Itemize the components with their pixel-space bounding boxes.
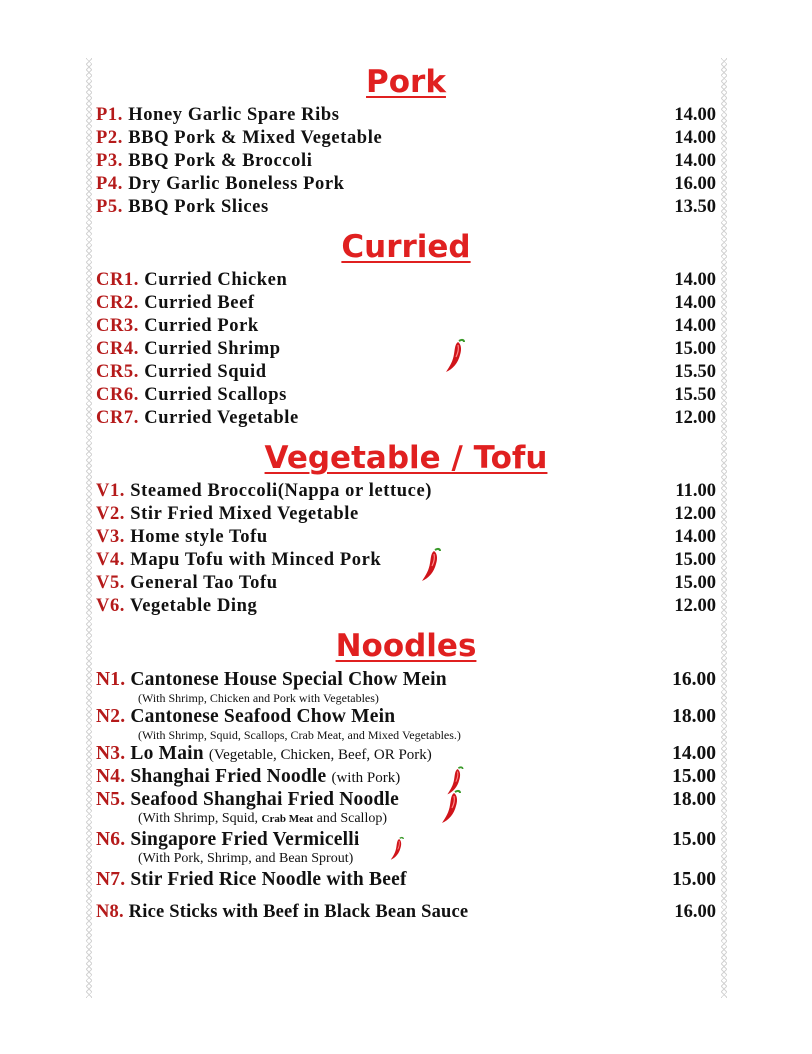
menu-item [96,765,716,788]
menu-item [96,361,716,384]
menu-item [96,480,716,503]
item-inline-note: (Vegetable, Chicken, Beef, OR Pork) [208,747,432,763]
item-price: 16.00 [672,669,716,690]
menu-item [96,901,716,924]
item-price: 14.00 [674,270,716,290]
left-decorative-border [86,58,92,998]
menu-item [96,292,716,315]
menu-item [96,150,716,173]
menu-item [96,196,716,219]
item-note-bold: Crab Meat [261,813,314,825]
item-name: Dry Garlic Boneless Pork [128,174,345,194]
item-code: N1. [96,669,126,690]
item-name: Curried Pork [144,316,259,336]
item-price: 15.50 [674,385,716,405]
item-code: V6. [96,596,126,616]
item-name: Lo Main [130,743,204,764]
item-name: Curried Chicken [144,270,288,290]
item-code: N2. [96,706,126,727]
item-price: 18.00 [672,706,716,727]
item-name: BBQ Pork Slices [128,197,269,217]
item-note [96,811,716,828]
item-price: 14.00 [674,151,716,171]
item-name: Steamed Broccoli(Nappa or lettuce) [130,481,433,501]
item-price: 15.00 [672,829,716,850]
menu-item [96,526,716,549]
menu-item [96,173,716,196]
item-name: General Tao Tofu [130,573,278,593]
menu-item [96,503,716,526]
menu-item [96,788,716,811]
item-name: Cantonese Seafood Chow Mein [130,706,396,727]
menu-item [96,868,716,891]
item-code: CR4. [96,339,139,359]
item-price: 12.00 [674,504,716,524]
section-title-pork: Pork [366,64,446,100]
item-code: CR5. [96,362,139,382]
item-price: 12.00 [674,408,716,428]
item-name: Vegetable Ding [129,596,258,616]
item-name: Curried Scallops [144,385,287,405]
item-code: N7. [96,869,126,890]
item-code: N5. [96,789,126,810]
item-name: Curried Squid [144,362,267,382]
item-inline-note: (with Pork) [331,770,401,786]
item-name: Cantonese House Special Chow Mein [130,669,447,690]
item-name: Honey Garlic Spare Ribs [128,105,340,125]
item-name: BBQ Pork & Broccoli [128,151,313,171]
item-price: 14.00 [674,293,716,313]
menu-item [96,407,716,430]
item-price: 14.00 [674,527,716,547]
item-note: (With Shrimp, Squid, Scallops, Crab Meat, and Mixed Vegetables.) [138,728,461,742]
chili-pepper-icon [388,832,406,864]
item-code: CR3. [96,316,139,336]
section-curried [96,225,716,430]
menu-item [96,549,716,572]
item-name: Seafood Shanghai Fried Noodle [130,789,399,810]
item-price: 16.00 [674,174,716,194]
item-code: N8. [96,902,124,922]
menu-item [96,269,716,292]
chili-pepper-icon [418,544,444,584]
menu-item [96,668,716,691]
section-title-vegetable-tofu: Vegetable / Tofu [264,440,548,476]
item-note: (With Shrimp, Chicken and Pork with Vegetables) [138,691,379,705]
menu-item [96,595,716,618]
section-vegetable-tofu [96,436,716,618]
item-name: Stir Fried Rice Noodle with Beef [130,869,407,890]
item-price: 15.00 [674,573,716,593]
section-title-curried: Curried [341,229,471,265]
item-name: Curried Shrimp [144,339,281,359]
menu-item [96,338,716,361]
item-note: (With Pork, Shrimp, and Bean Sprout) [138,851,354,866]
item-price: 14.00 [674,128,716,148]
item-code: P4. [96,174,123,194]
item-code: P2. [96,128,123,148]
item-name: Singapore Fried Vermicelli [130,829,360,850]
item-code: V3. [96,527,126,547]
item-code: CR2. [96,293,139,313]
item-code: CR6. [96,385,139,405]
item-note-part: (With Shrimp, Squid, [138,811,258,826]
item-price: 13.50 [674,197,716,217]
item-name: Curried Vegetable [144,408,299,428]
menu-item [96,572,716,595]
item-code: CR7. [96,408,139,428]
item-name: Rice Sticks with Beef in Black Bean Sauce [128,902,469,922]
item-name: Mapu Tofu with Minced Pork [130,550,382,570]
item-price: 16.00 [674,902,716,922]
menu-item [96,104,716,127]
item-code: P1. [96,105,123,125]
item-price: 14.00 [674,316,716,336]
right-decorative-border [721,58,727,998]
menu-item [96,127,716,150]
item-price: 15.50 [674,362,716,382]
chili-pepper-icon [438,786,464,826]
section-pork [96,60,716,219]
section-title-noodles: Noodles [335,628,477,664]
item-name: Curried Beef [144,293,255,313]
menu-item [96,828,716,851]
item-code: P3. [96,151,123,171]
item-price: 15.00 [672,869,716,890]
item-price: 15.00 [674,550,716,570]
item-price: 14.00 [674,105,716,125]
item-code: V5. [96,573,126,593]
item-code: V1. [96,481,126,501]
chili-pepper-icon [442,335,468,375]
item-code: V4. [96,550,126,570]
item-price: 12.00 [674,596,716,616]
item-price: 11.00 [675,481,716,501]
item-code: N4. [96,766,126,787]
item-code: P5. [96,197,123,217]
menu-item [96,384,716,407]
item-code: N3. [96,743,126,764]
menu-page [96,60,716,924]
item-price: 14.00 [672,743,716,764]
item-name: Stir Fried Mixed Vegetable [130,504,359,524]
item-code: V2. [96,504,126,524]
item-name: Home style Tofu [130,527,268,547]
item-price: 18.00 [672,789,716,810]
menu-item [96,705,716,728]
menu-item [96,742,716,765]
item-note-part: and Scallop) [316,811,387,826]
item-name: Shanghai Fried Noodle [130,766,327,787]
section-noodles [96,624,716,924]
item-price: 15.00 [674,339,716,359]
item-price: 15.00 [672,766,716,787]
item-code: CR1. [96,270,139,290]
item-name: BBQ Pork & Mixed Vegetable [128,128,383,148]
item-code: N6. [96,829,126,850]
menu-item [96,315,716,338]
